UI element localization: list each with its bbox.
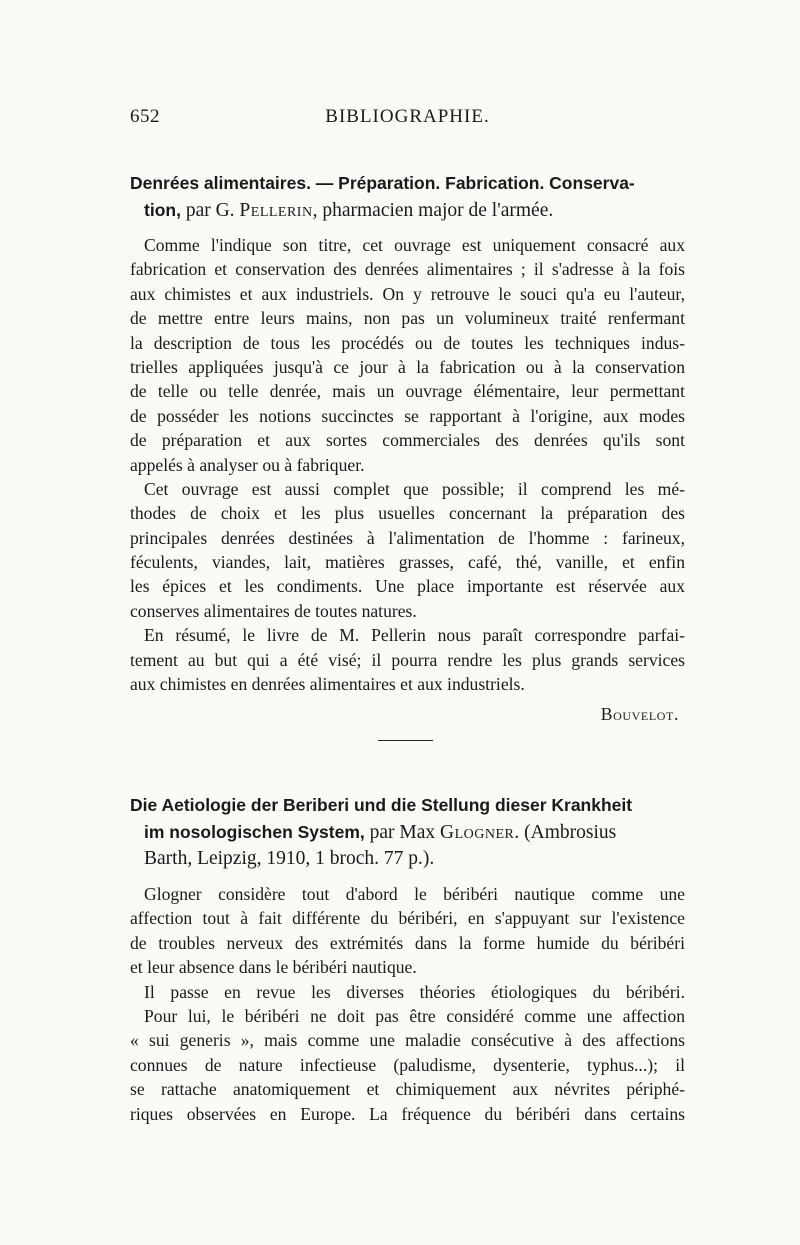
text-line: féculents, viandes, lait, matières grasses, café, thé, vanille, et enfin	[130, 552, 685, 573]
text-line: aux chimistes en denrées alimentaires et aux industriels.	[130, 674, 525, 695]
text-line: Il passe en revue les diverses théories étiologiques du béribéri.	[144, 981, 685, 1002]
review-2-by: par Max	[364, 822, 441, 843]
text-line: tement au but qui a été visé; il pourra rendre les plus grands services	[130, 649, 685, 670]
review-2-title-line-3: Barth, Leipzig, 1910, 1 broch. 77 p.).	[144, 848, 435, 869]
text-line: En résumé, le livre de M. Pellerin nous paraît correspondre parfai-	[144, 625, 685, 646]
text-line: Cet ouvrage est aussi complet que possible; il comprend les mé-	[144, 478, 685, 499]
text-line: conserves alimentaires de toutes natures.	[130, 600, 417, 621]
text-line: thodes de choix et les plus usuelles concernant la préparation des	[130, 503, 685, 524]
text-line: de mettre entre leurs mains, non pas un volumineux traité renfermant	[130, 308, 685, 329]
text-line: aux chimistes et aux industriels. On y retrouve le souci qu'a eu l'auteur,	[130, 283, 685, 304]
text-line: Glogner considère tout d'abord le béribéri nautique comme une	[144, 884, 685, 904]
review-1-by: par G.	[180, 200, 240, 221]
review-2-title-line-2: im nosologischen System,	[144, 822, 365, 842]
review-1-title-line-1: Denrées alimentaires. — Préparation. Fabrication. Conserva-	[130, 173, 635, 193]
text-line: se rattache anatomiquement et chimiquement aux névrites périphé-	[130, 1079, 685, 1100]
text-line: riques observées en Europe. La fréquence du béribéri dans certains	[130, 1103, 685, 1124]
text-line: connues de nature infectieuse (paludisme, dysenterie, typhus...); il	[130, 1054, 685, 1075]
text-line: trielles appliquées jusqu'à ce jour à la fabrication ou à la conservation	[130, 356, 685, 377]
text-line: affection tout à fait différente du béribéri, en s'appuyant sur l'existence	[130, 908, 685, 929]
text-line: de préparation et aux sortes commerciales des denrées qu'ils sont	[130, 430, 685, 451]
text-line: fabrication et conservation des denrées alimentaires ; il s'adresse à la fois	[130, 259, 685, 280]
text-line: de telle ou telle denrée, mais un ouvrage élémentaire, leur permettant	[130, 381, 685, 402]
text-line: Pour lui, le béribéri ne doit pas être considéré comme une affection	[144, 1005, 685, 1026]
text-line: la description de tous les procédés ou de toutes les techniques indus-	[130, 332, 685, 353]
running-head	[130, 106, 685, 132]
text-line: appelés à analyser ou à fabriquer.	[130, 454, 365, 475]
review-1-title-line-2: tion,	[144, 200, 181, 220]
review-2-heading	[130, 792, 685, 872]
text-line: et leur absence dans le béribéri nautique.	[130, 957, 417, 978]
text-line: de troubles nerveux des extrémités dans la forme humide du béribéri	[130, 932, 685, 953]
review-1-heading	[130, 170, 685, 224]
review-2-publisher: . (Ambrosius	[514, 822, 617, 843]
review-2-title-line-1: Die Aetiologie der Beriberi und die Stellung dieser Krankheit	[130, 795, 633, 815]
running-title: BIBLIOGRAPHIE.	[325, 106, 490, 127]
review-1-body	[130, 233, 685, 727]
review-1-author: Pellerin	[239, 200, 313, 221]
review-2-body	[130, 882, 685, 1126]
reviewer-signature: Bouvelot.	[600, 704, 679, 725]
section-divider	[378, 740, 433, 741]
text-line: « sui generis », mais comme une maladie consécutive à des affections	[130, 1030, 685, 1051]
text-line: principales denrées destinées à l'alimentation de l'homme : farineux,	[130, 527, 685, 548]
page-number: 652	[130, 106, 160, 127]
text-line: Comme l'indique son titre, cet ouvrage est uniquement consacré aux	[144, 235, 685, 255]
review-1-affiliation: , pharmacien major de l'armée.	[312, 200, 554, 221]
text-line: les épices et les condiments. Une place importante est réservée aux	[130, 576, 685, 597]
text-line: de posséder les notions succinctes se rapportant à l'origine, aux modes	[130, 405, 685, 426]
review-2-author: Glogner	[440, 822, 515, 843]
